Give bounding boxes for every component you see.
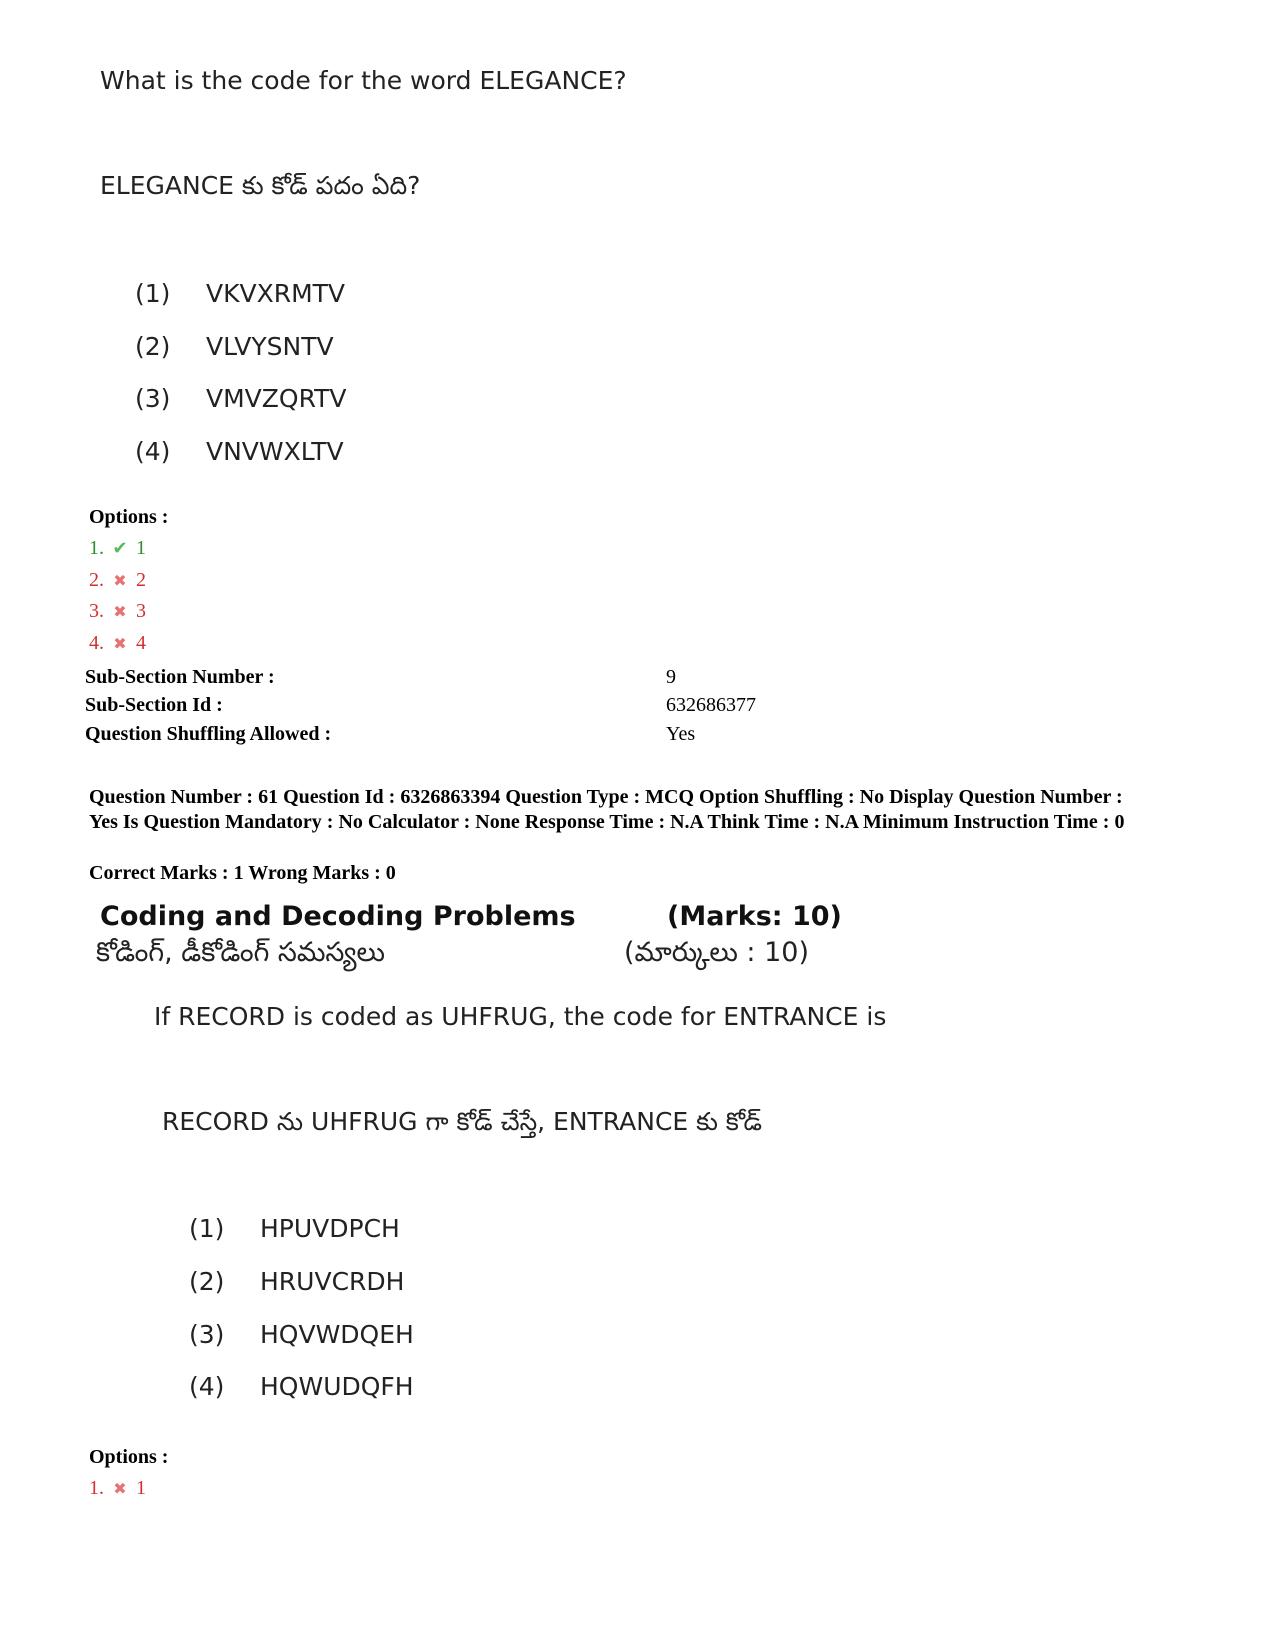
answer-option xyxy=(89,1477,146,1500)
choice-code: HQWUDQFH xyxy=(260,1372,414,1401)
answer-value: 2 xyxy=(136,569,146,591)
choice-code: HRUVCRDH xyxy=(260,1267,405,1296)
cross-icon: ✖ xyxy=(113,1481,127,1498)
cross-icon: ✖ xyxy=(113,636,127,653)
question-marks: Correct Marks : 1 Wrong Marks : 0 xyxy=(89,862,396,884)
question-shuffling-value: Yes xyxy=(666,723,696,745)
question-info: Question Number : 61 Question Id : 6326863394 Question Type : MCQ Option Shuffling : No Display Question Number : Yes Is Question Mandatory : No Calculator : None Response Time : N.A Think Time : N.A Minimum Instruction Time : 0 xyxy=(89,786,1125,833)
choice-number: (3) xyxy=(135,384,171,413)
answer-value: 4 xyxy=(136,632,146,654)
options-label: Options : xyxy=(89,506,169,528)
question-text-en: What is the code for the word ELEGANCE? xyxy=(100,66,627,95)
choice-number: (2) xyxy=(189,1267,225,1296)
question-text-te: ELEGANCE కు కోడ్ పదం ఏది? xyxy=(100,171,421,200)
choice-code: HPUVDPCH xyxy=(260,1214,400,1243)
answer-prefix: 3. xyxy=(89,600,104,622)
answer-value: 3 xyxy=(136,600,146,622)
answer-prefix: 2. xyxy=(89,569,104,591)
answer-prefix: 1. xyxy=(89,537,104,559)
choice-number: (2) xyxy=(135,332,171,361)
check-icon: ✔ xyxy=(112,538,128,558)
choice-code: VKVXRMTV xyxy=(206,279,346,308)
answer-value: 1 xyxy=(136,537,146,559)
section-marks-te: (మార్కులు : 10) xyxy=(624,937,809,968)
answer-prefix: 4. xyxy=(89,632,104,654)
answer-value: 1 xyxy=(136,1477,146,1499)
choice-number: (3) xyxy=(189,1320,225,1349)
choice-code: VNVWXLTV xyxy=(206,437,344,466)
answer-prefix: 1. xyxy=(89,1477,104,1499)
subsection-id-label: Sub-Section Id : xyxy=(85,694,223,716)
question-text-te: RECORD ను UHFRUG గా కోడ్ చేస్తే, ENTRANCE కు కోడ్ xyxy=(162,1107,762,1136)
subsection-number-value: 9 xyxy=(666,666,676,688)
choice-number: (4) xyxy=(189,1372,225,1401)
choice-code: HQVWDQEH xyxy=(260,1320,414,1349)
subsection-number-label: Sub-Section Number : xyxy=(85,666,275,688)
answer-option xyxy=(89,537,146,560)
section-heading-te: కోడింగ్, డీకోడింగ్ సమస్యలు xyxy=(96,937,385,968)
cross-icon: ✖ xyxy=(113,604,127,621)
answer-option xyxy=(89,569,146,592)
question-text-en: If RECORD is coded as UHFRUG, the code for ENTRANCE is xyxy=(154,1002,887,1031)
choice-number: (4) xyxy=(135,437,171,466)
answer-option xyxy=(89,600,146,623)
section-heading-en: Coding and Decoding Problems xyxy=(100,901,576,932)
options-label: Options : xyxy=(89,1446,169,1468)
section-marks-en: (Marks: 10) xyxy=(667,901,842,932)
choice-number: (1) xyxy=(189,1214,225,1243)
answer-option xyxy=(89,632,146,655)
subsection-id-value: 632686377 xyxy=(666,694,756,716)
choice-code: VLVYSNTV xyxy=(206,332,334,361)
question-shuffling-label: Question Shuffling Allowed : xyxy=(85,723,332,745)
cross-icon: ✖ xyxy=(113,573,127,590)
choice-code: VMVZQRTV xyxy=(206,384,347,413)
choice-number: (1) xyxy=(135,279,171,308)
